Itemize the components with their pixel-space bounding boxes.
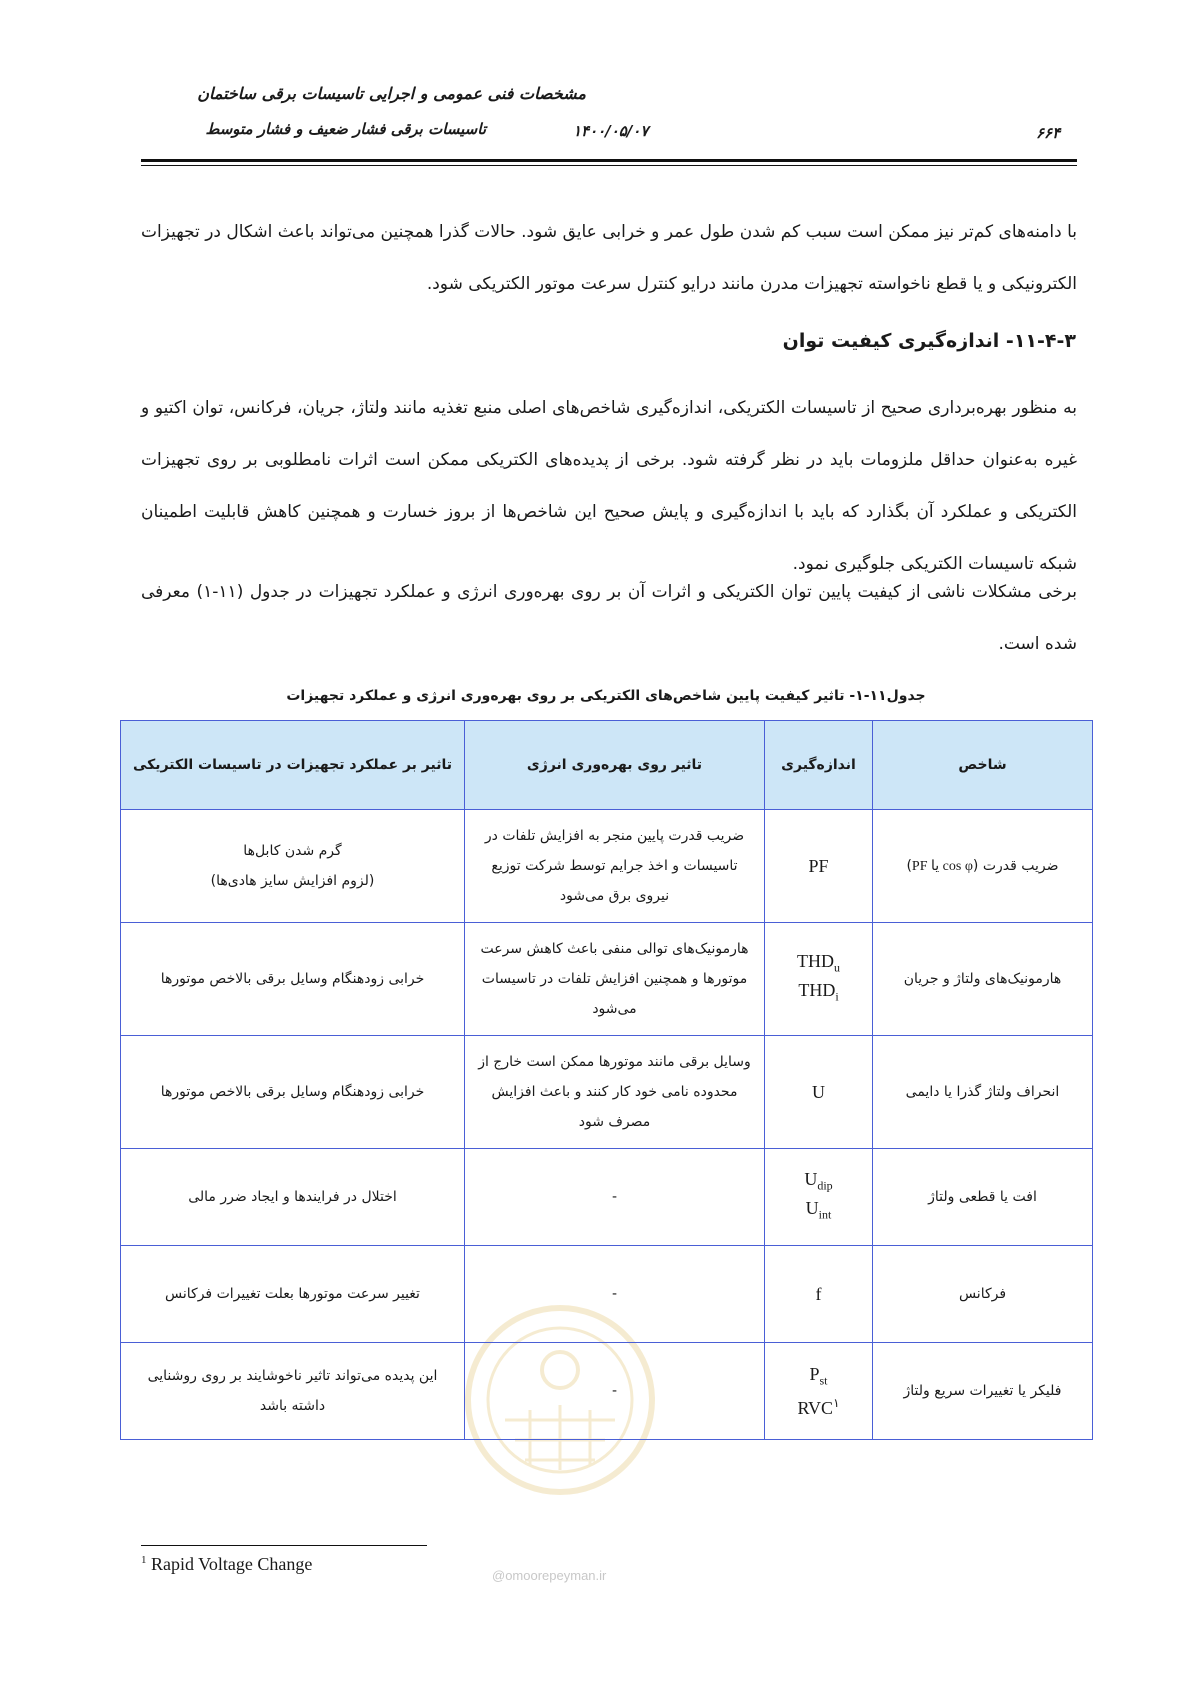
header-index: شاخص [873,721,1093,810]
energy-effect-cell: - [465,1343,765,1440]
chapter-title: تاسیسات برقی فشار ضعیف و فشار متوسط [205,120,486,138]
equipment-effect-cell: گرم شدن کابل‌ها (لزوم افزایش سایز هادی‌ها) [121,810,465,923]
table-row [121,1149,1093,1246]
measurement-cell: $THD_u$ $THD_i$ [765,923,873,1036]
index-cell: انحراف ولتاژ گذرا یا دایمی [873,1036,1093,1149]
energy-effect-cell: ضریب قدرت پایین منجر به افزایش تلفات در تاسیسات و اخذ جرایم توسط شرکت توزیع نیروی برق می‌شود [465,810,765,923]
page-number: ۶۶۴ [1036,124,1061,142]
index-cell: فلیکر یا تغییرات سریع ولتاژ [873,1343,1093,1440]
index-cell: هارمونیک‌های ولتاژ و جریان [873,923,1093,1036]
revision-date: ۱۴۰۰/۰۵/۰۷ [573,122,649,140]
table-row [121,1036,1093,1149]
power-quality-table [120,720,1093,1440]
equipment-effect-cell: این پدیده می‌تواند تاثیر ناخوشایند بر روی روشنایی داشته باشد [121,1343,465,1440]
footnote [141,1554,312,1575]
table-row [121,923,1093,1036]
measurement-cell: $P_{st}$ RVC$^۱$ [765,1343,873,1440]
energy-effect-cell: - [465,1246,765,1343]
section-heading: ۱۱-۴-۳- اندازه‌گیری کیفیت توان [782,330,1076,352]
equipment-effect-cell: خرابی زودهنگام وسایل برقی بالاخص موتورها [121,923,465,1036]
table-header-row [121,721,1093,810]
table-row [121,810,1093,923]
measurement-cell: f [765,1246,873,1343]
measurement-cell: PF [765,810,873,923]
footnote-rule [141,1545,427,1546]
header-rule-thin [141,165,1077,166]
equipment-effect-cell: خرابی زودهنگام وسایل برقی بالاخص موتورها [121,1036,465,1149]
header-rule-thick [141,159,1077,162]
document-title: مشخصات فنی عمومی و اجرایی تاسیسات برقی ساختمان [197,84,586,103]
paragraph-transients: با دامنه‌های کم‌تر نیز ممکن است سبب کم شدن طول عمر و خرابی عایق شود. حالات گذرا همچنین می‌تواند باعث اشکال در تجهیزات الکترونیکی و یا قطع ناخواسته تجهیزات مدرن مانند درایو کنترل سرعت موتور الکتریکی شود. [141,222,1077,294]
energy-effect-cell: - [465,1149,765,1246]
measurement-cell: $U_{dip}$ $U_{int}$ [765,1149,873,1246]
footnote-text: Rapid Voltage Change [151,1554,313,1574]
table-row [121,1246,1093,1343]
measurement-cell: U [765,1036,873,1149]
equipment-effect-cell: اختلال در فرایندها و ایجاد ضرر مالی [121,1149,465,1246]
energy-effect-cell: هارمونیک‌های توالی منفی باعث کاهش سرعت موتورها و همچنین افزایش تلفات در تاسیسات می‌شود [465,923,765,1036]
header-energy-effect: تاثیر روی بهره‌وری انرژی [465,721,765,810]
energy-effect-cell: وسایل برقی مانند موتورها ممکن است خارج از محدوده نامی خود کار کنند و باعث افزایش مصرف شود [465,1036,765,1149]
paragraph-table-intro: برخی مشکلات ناشی از کیفیت پایین توان الکتریکی و اثرات آن بر روی بهره‌وری انرژی و عملکرد تجهیزات در جدول (۱۱-۱) معرفی شده است. [141,582,1077,654]
table-row [121,1343,1093,1440]
footnote-marker: 1 [141,1554,147,1566]
table-caption: جدول۱۱-۱- تاثیر کیفیت پایین شاخص‌های الکتریکی بر روی بهره‌وری انرژی و عملکرد تجهیزات [286,688,926,704]
paragraph-measurement: به منظور بهره‌برداری صحیح از تاسیسات الکتریکی، اندازه‌گیری شاخص‌های اصلی منبع تغذیه مانند ولتاژ، جریان، فرکانس، توان اکتیو و غیره به‌عنوان حداقل ملزومات باید در نظر گرفته شود. برخی از پدیده‌های الکتریکی ممکن است اثرات نامطلوبی بر روی تجهیزات الکتریکی و عملکرد آن بگذارد که باید با اندازه‌گیری و پایش صحیح این شاخص‌ها از بروز خسارت و همچنین کاهش قابلیت اطمینان شبکه تاسیسات الکتریکی جلوگیری نمود. [141,398,1077,574]
index-cell: افت یا قطعی ولتاژ [873,1149,1093,1246]
index-cell: فرکانس [873,1246,1093,1343]
watermark-url: @omoorepeyman.ir [492,1568,607,1583]
equipment-effect-cell: تغییر سرعت موتورها بعلت تغییرات فرکانس [121,1246,465,1343]
index-cell: ضریب قدرت (PF یا cos φ) [873,810,1093,923]
header-measurement: اندازه‌گیری [765,721,873,810]
header-equipment-effect: تاثیر بر عملکرد تجهیزات در تاسیسات الکتریکی [121,721,465,810]
